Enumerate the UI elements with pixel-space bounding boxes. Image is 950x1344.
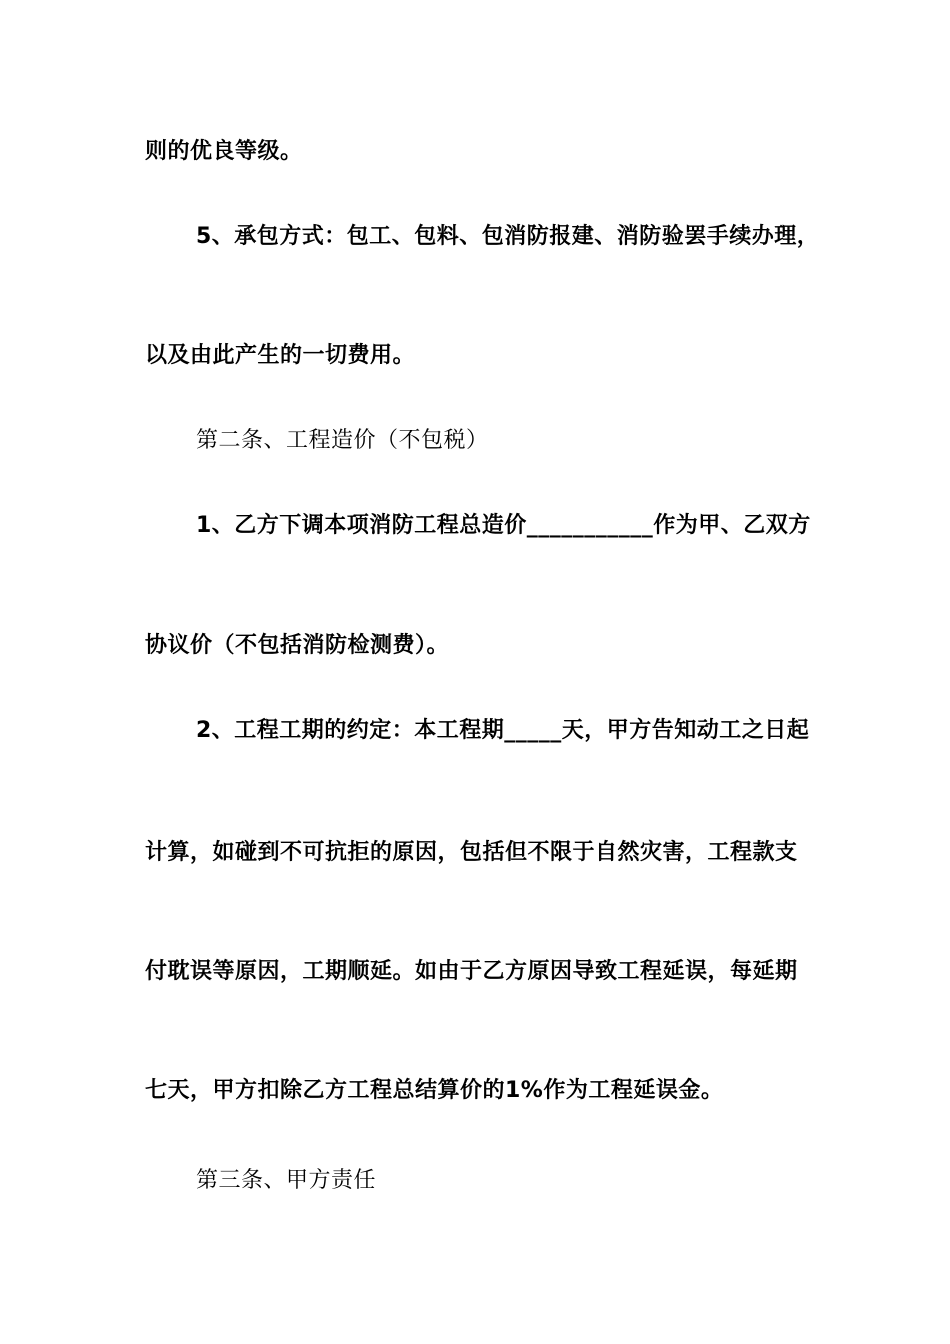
paragraph-line: 七天，甲方扣除乙方工程总结算价的1%作为工程延误金。 bbox=[145, 1078, 724, 1103]
cost-clause-line: 1、乙方下调本项消防工程总造价___________作为甲、乙双方 bbox=[196, 513, 811, 538]
paragraph-line: 以及由此产生的一切费用。 bbox=[145, 343, 416, 368]
paragraph-line: 计算，如碰到不可抗拒的原因，包括但不限于自然灾害，工程款支 bbox=[145, 840, 798, 865]
paragraph-line: 协议价（不包括消防检测费）。 bbox=[145, 633, 450, 658]
paragraph-line: 则的优良等级。 bbox=[145, 139, 303, 164]
contract-method-line: 5、承包方式：包工、包料、包消防报建、消防验罢手续办理， bbox=[196, 224, 820, 249]
paragraph-line: 付耽误等原因，工期顺延。如由于乙方原因导致工程延误，每延期 bbox=[145, 959, 798, 984]
section-heading-cost: 第二条、工程造价（不包税） bbox=[196, 428, 489, 453]
section-heading-party-a: 第三条、甲方责任 bbox=[196, 1168, 377, 1193]
schedule-clause-line: 2、工程工期的约定：本工程期_____天，甲方告知动工之日起 bbox=[196, 718, 810, 743]
